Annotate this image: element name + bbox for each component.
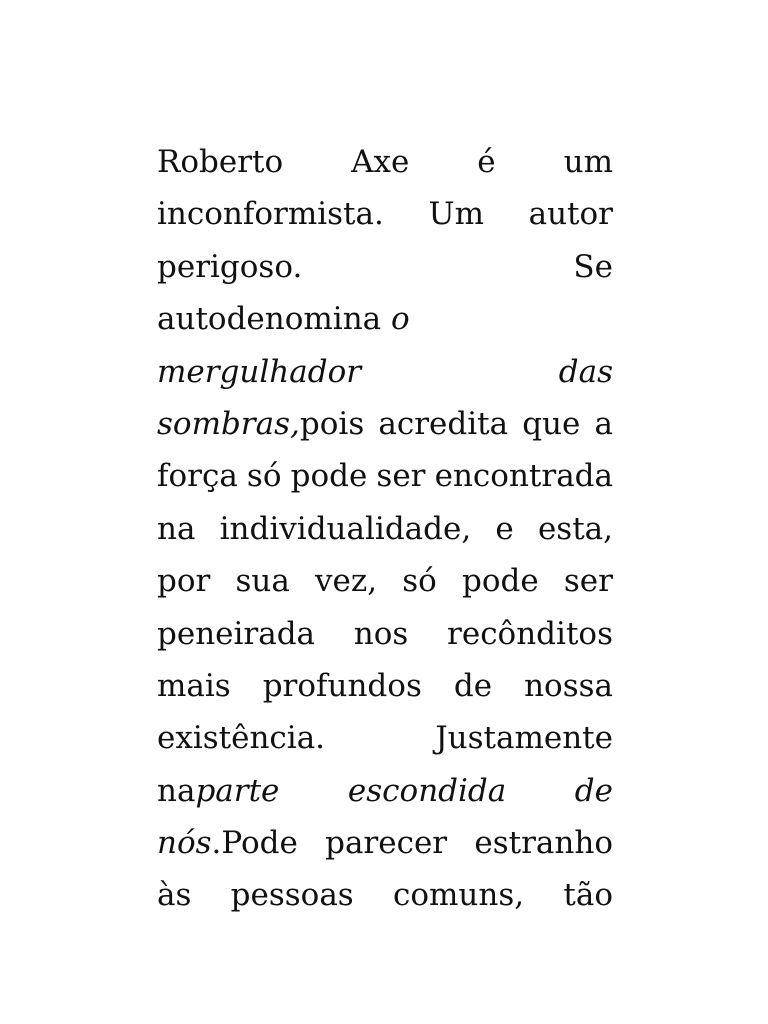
word-group: [157, 817, 298, 869]
text-line-11: [157, 660, 613, 712]
word: autodenomina: [157, 301, 391, 338]
word: Roberto: [157, 144, 284, 180]
word: Se: [573, 248, 613, 285]
word: mais: [157, 667, 231, 704]
word: força: [157, 458, 238, 495]
word: perigoso.: [157, 248, 303, 285]
word-italic: parte: [195, 772, 280, 809]
word: por: [157, 563, 211, 600]
word: pode: [462, 563, 539, 600]
word: tão: [563, 877, 613, 914]
word: autor: [528, 196, 613, 233]
word: parecer: [325, 825, 448, 862]
text-line-1: [157, 136, 613, 188]
word: um: [563, 144, 613, 180]
word: profundos: [262, 667, 422, 704]
word-italic: das: [558, 353, 613, 390]
word: ser: [376, 458, 426, 495]
word: vez,: [315, 563, 378, 600]
word: recônditos: [447, 615, 613, 652]
word-italic: nós: [157, 825, 212, 862]
word: Um: [428, 196, 484, 233]
document-body: [157, 136, 613, 922]
word-group: [157, 765, 279, 817]
word: acredita: [378, 405, 509, 442]
word: individualidade,: [219, 510, 472, 547]
text-line-9: [157, 555, 613, 607]
text-line-12: [157, 712, 613, 764]
text-line-3: [157, 241, 613, 293]
word: Axe: [351, 144, 410, 180]
word: na: [157, 510, 196, 547]
word: .Pode: [211, 825, 298, 862]
text-line-14: [157, 817, 613, 869]
word: nos: [353, 615, 409, 652]
word: que: [522, 405, 581, 442]
word-italic: de: [574, 772, 613, 809]
word: comuns,: [392, 877, 525, 914]
word: de: [453, 667, 493, 704]
word: estranho: [474, 825, 613, 862]
word: na: [157, 772, 196, 809]
word-group: [157, 398, 364, 450]
word: encontrada: [434, 458, 613, 495]
word: e: [495, 510, 514, 547]
text-line-4: [157, 293, 613, 345]
text-line-2: [157, 188, 613, 240]
word-italic: sombras,: [157, 405, 300, 442]
word: inconformista.: [157, 196, 384, 233]
word: Justamente: [435, 720, 613, 757]
word-italic: escondida: [347, 772, 507, 809]
text-line-7: [157, 450, 613, 502]
text-line-13: [157, 765, 613, 817]
word: só: [246, 458, 282, 495]
text-line-10: [157, 608, 613, 660]
text-line-5: [157, 346, 613, 398]
word: a: [594, 405, 613, 442]
word: existência.: [157, 720, 326, 757]
text-line-6: [157, 398, 613, 450]
word-italic: mergulhador: [157, 353, 362, 390]
word: pessoas: [230, 877, 354, 914]
word: é: [477, 144, 496, 180]
word: ser: [563, 563, 613, 600]
word: nossa: [524, 667, 613, 704]
word-italic: o: [391, 301, 410, 338]
word: pode: [290, 458, 368, 495]
word: só: [402, 563, 437, 600]
word: pois: [299, 405, 365, 442]
word: às: [157, 877, 192, 914]
word: peneirada: [157, 615, 316, 652]
word: sua: [235, 563, 290, 600]
word: esta,: [537, 510, 613, 547]
text-line-15: [157, 869, 613, 921]
text-line-8: [157, 503, 613, 555]
